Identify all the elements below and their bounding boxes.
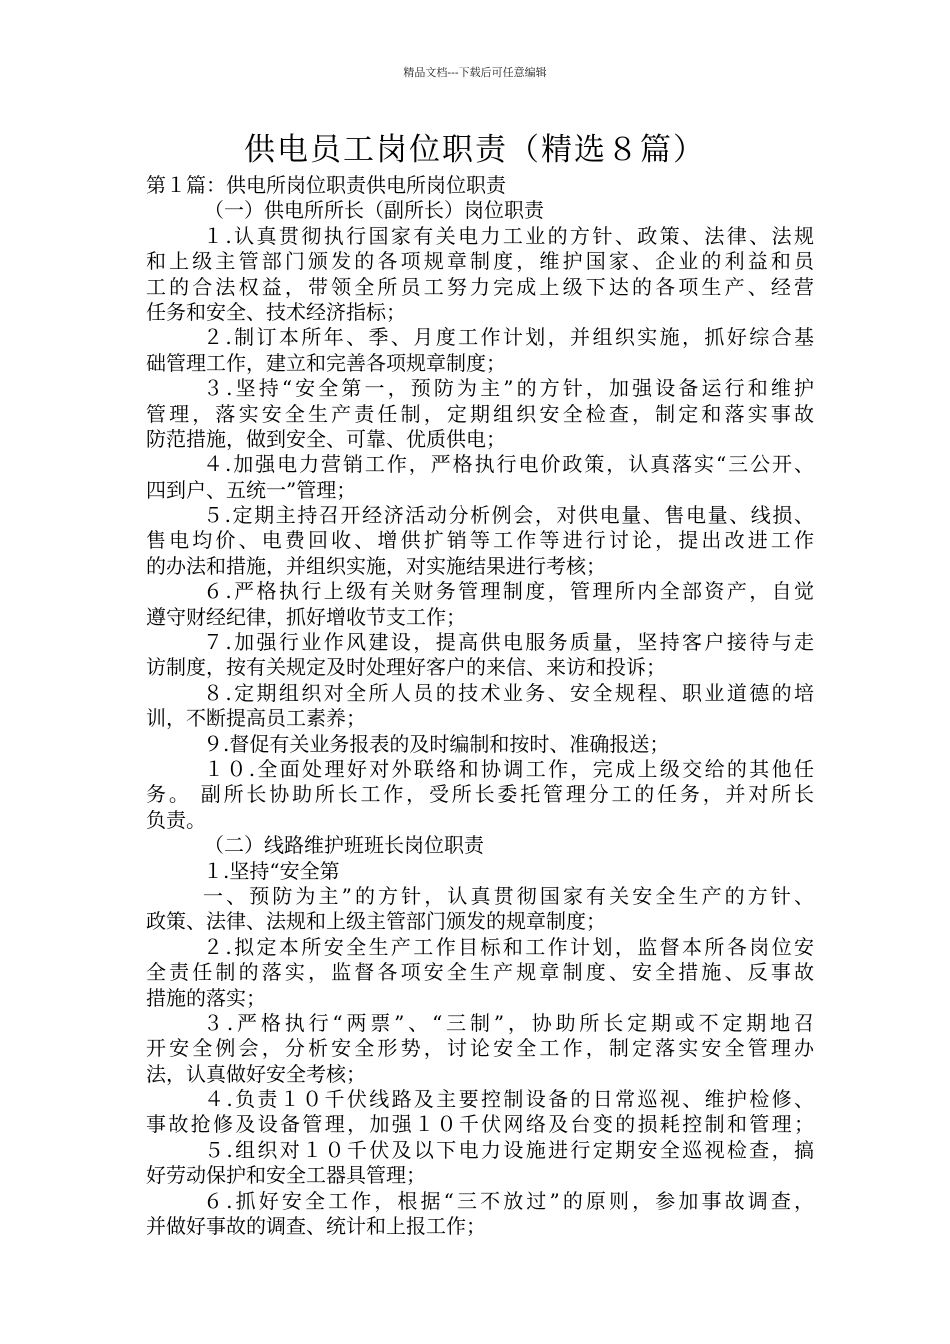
paragraph-line: 法，认真做好安全考核； [146,1061,366,1086]
paragraph-line: ６.抓好安全工作，根据“三不放过”的原则，参加事故调查， [203,1188,814,1213]
document-title: 供电员工岗位职责（精选８篇） [244,132,706,168]
paragraph-line: ７.加强行业作风建设，提高供电服务质量，坚持客户接待与走 [203,630,814,655]
paragraph-line: ５.定期主持召开经济活动分析例会，对供电量、售电量、线损、 [203,503,814,528]
paragraph-line: １.坚持“安全第 [203,858,340,883]
paragraph-line: 事故抢修及设备管理，加强１０千伏网络及台变的损耗控制和管理； [146,1112,814,1137]
paragraph-line: 并做好事故的调查、统计和上报工作； [146,1214,486,1239]
paragraph-line: 工的合法权益，带领全所员工努力完成上级下达的各项生产、经营 [146,274,814,299]
paragraph-line: １０.全面处理好对外联络和协调工作，完成上级交给的其他任 [204,756,814,781]
paragraph-line: 好劳动保护和安全工器具管理； [146,1163,426,1188]
paragraph-line: ４.加强电力营销工作，严格执行电价政策，认真落实“三公开、 [203,452,814,477]
paragraph-line: 开安全例会，分析安全形势，讨论安全工作，制定落实安全管理办 [146,1036,814,1061]
paragraph-line: 管理，落实安全生产责任制，定期组织安全检查，制定和落实事故 [146,401,814,426]
paragraph-line: 和上级主管部门颁发的各项规章制度，维护国家、企业的利益和员 [146,249,814,274]
paragraph-line: 负责。 [146,807,206,832]
chapter-heading: 第１篇：供电所岗位职责供电所岗位职责 [146,173,506,197]
paragraph-line: ３.严格执行“两票”、“三制”，协助所长定期或不定期地召 [203,1010,814,1035]
paragraph-line: 础管理工作，建立和完善各项规章制度； [146,350,506,375]
paragraph-line: 防范措施，做到安全、可靠、优质供电； [146,426,506,451]
paragraph-line: 务。 副所长协助所长工作，受所长委托管理分工的任务，并对所长 [146,782,814,807]
paragraph-line: ５.组织对１０千伏及以下电力设施进行定期安全巡视检查，搞 [204,1137,814,1162]
paragraph-line: ２.拟定本所安全生产工作目标和工作计划，监督本所各岗位安 [203,934,814,959]
document-body [146,173,814,1239]
paragraph-line: 任务和安全、技术经济指标； [146,299,406,324]
paragraph-line: ９.督促有关业务报表的及时编制和按时、准确报送； [203,731,670,756]
paragraph-line: ３.坚持“安全第一，预防为主”的方针，加强设备运行和维护 [203,376,814,401]
paragraph-line: 政策、法律、法规和上级主管部门颁发的规章制度； [146,909,606,934]
paragraph-line: 全责任制的落实，监督各项安全生产规章制度、安全措施、反事故 [146,960,814,985]
paragraph-line: 训，不断提高员工素养； [146,706,366,731]
paragraph-line: ６.严格执行上级有关财务管理制度，管理所内全部资产，自觉 [203,579,814,604]
header-note: 精品文档---下载后可任意编辑 [403,66,547,79]
paragraph-line: 四到户、五统一”管理； [146,477,357,502]
paragraph-line: 措施的落实； [146,985,266,1010]
paragraph-line: ４.负责１０千伏线路及主要控制设备的日常巡视、维护检修、 [204,1087,814,1112]
section-heading: （二）线路维护班班长岗位职责 [204,833,484,858]
paragraph-line: 的办法和措施，并组织实施，对实施结果进行考核； [146,553,606,578]
paragraph-line: １.认真贯彻执行国家有关电力工业的方针、政策、法律、法规 [203,223,814,248]
paragraph-line: 访制度，按有关规定及时处理好客户的来信、来访和投诉； [146,655,666,680]
paragraph-line: 一、预防为主”的方针，认真贯彻国家有关安全生产的方针、 [203,883,814,908]
paragraph-line: ２.制订本所年、季、月度工作计划，并组织实施，抓好综合基 [203,325,814,350]
paragraph-line: 售电均价、电费回收、增供扩销等工作等进行讨论，提出改进工作 [146,528,814,553]
paragraph-line: ８.定期组织对全所人员的技术业务、安全规程、职业道德的培 [203,680,814,705]
paragraph-line: 遵守财经纪律，抓好增收节支工作； [146,604,466,629]
section-heading: （一）供电所所长（副所长）岗位职责 [204,198,544,223]
